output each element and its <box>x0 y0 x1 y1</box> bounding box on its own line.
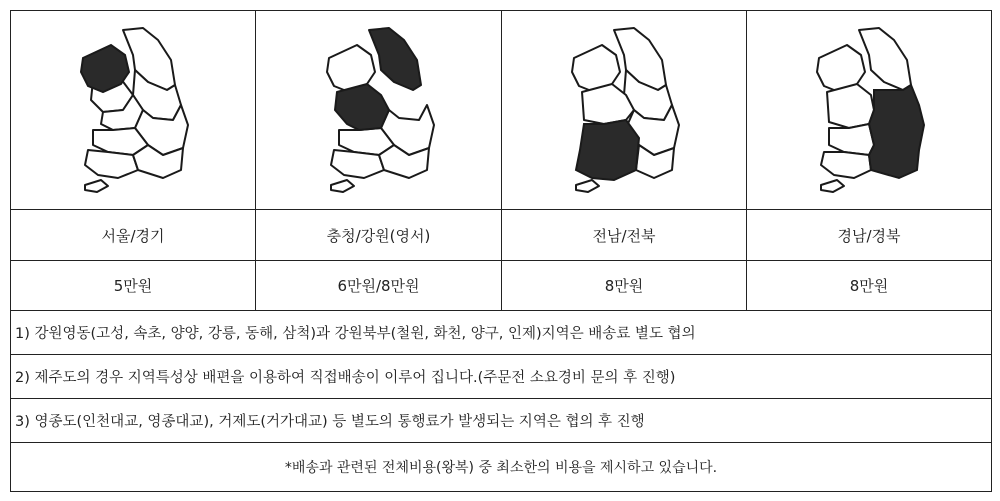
map-cell-seoul-gyeonggi <box>11 11 256 210</box>
region-price-3: 8만원 <box>747 261 991 311</box>
map-cell-chungcheong-gangwon <box>256 11 502 210</box>
korea-map-gyeongsang-highlight-icon <box>799 20 939 200</box>
region-price-2: 8만원 <box>502 261 747 311</box>
korea-map-chungcheong-gangwon-west-highlight-icon <box>309 20 449 200</box>
region-price-1: 6만원/8만원 <box>256 261 502 311</box>
region-name-0: 서울/경기 <box>11 210 256 261</box>
delivery-fee-table <box>10 10 992 492</box>
map-cell-jeolla <box>502 11 747 210</box>
note-jeju: 2) 제주도의 경우 지역특성상 배편을 이용하여 직접배송이 이루어 집니다.(주문전 소요경비 문의 후 진행) <box>11 355 991 399</box>
region-name-3: 경남/경북 <box>747 210 991 261</box>
region-grid <box>11 11 991 311</box>
note-toll-islands: 3) 영종도(인천대교, 영종대교), 거제도(거가대교) 등 별도의 통행료가 발생되는 지역은 협의 후 진행 <box>11 399 991 443</box>
korea-map-jeolla-highlight-icon <box>554 20 694 200</box>
korea-map-seoul-gyeonggi-highlight-icon <box>63 20 203 200</box>
region-name-1: 충청/강원(영서) <box>256 210 502 261</box>
note-gangwon: 1) 강원영동(고성, 속초, 양양, 강릉, 동해, 삼척)과 강원북부(철원, 화천, 양구, 인제)지역은 배송료 별도 협의 <box>11 311 991 355</box>
region-price-0: 5만원 <box>11 261 256 311</box>
footer-note: *배송과 관련된 전체비용(왕복) 중 최소한의 비용을 제시하고 있습니다. <box>284 460 718 476</box>
region-name-2: 전남/전북 <box>502 210 747 261</box>
map-cell-gyeongsang <box>747 11 991 210</box>
